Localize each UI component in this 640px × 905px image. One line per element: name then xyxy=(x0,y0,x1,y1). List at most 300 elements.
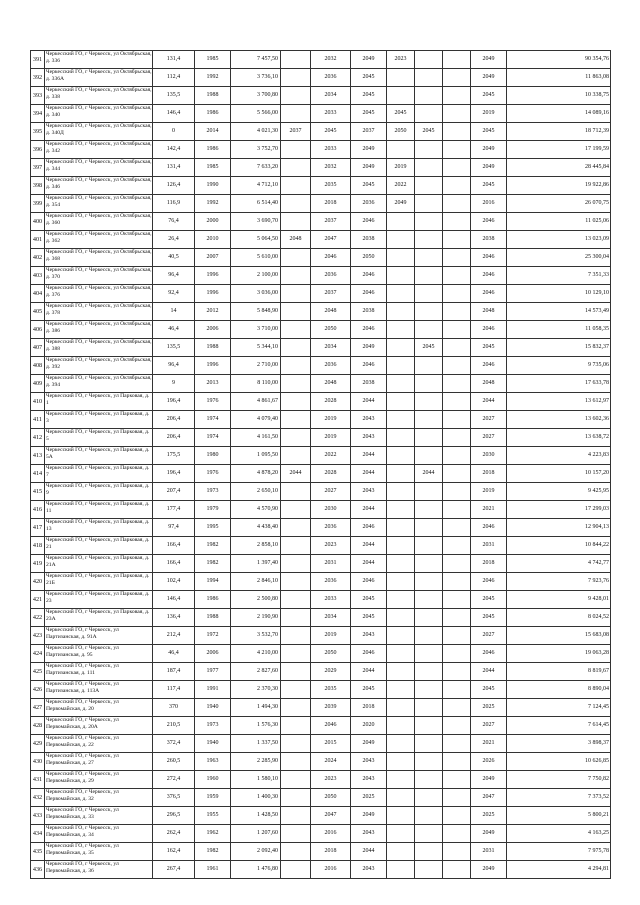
cell-y4: 2019 xyxy=(387,159,415,177)
table-row xyxy=(31,825,611,843)
cell-year: 1976 xyxy=(195,393,231,411)
cell-year: 1982 xyxy=(195,555,231,573)
cell-y5 xyxy=(415,663,443,681)
cell-area: 260,5 xyxy=(153,753,195,771)
cell-total: 10 157,20 xyxy=(507,465,611,483)
cell-n: 404 xyxy=(31,285,45,303)
cell-year: 2014 xyxy=(195,123,231,141)
cell-year: 1988 xyxy=(195,609,231,627)
cell-total: 19 922,86 xyxy=(507,177,611,195)
cell-addr: Черкесский ГО, г Черкесск, ул Первомайская, д. 34 xyxy=(45,825,153,843)
cell-sum: 1 207,60 xyxy=(231,825,281,843)
cell-area: 196,4 xyxy=(153,465,195,483)
cell-y4: 2023 xyxy=(387,51,415,69)
cell-area: 376,5 xyxy=(153,789,195,807)
cell-y2: 2022 xyxy=(311,447,351,465)
cell-y1 xyxy=(281,843,311,861)
cell-n: 432 xyxy=(31,789,45,807)
cell-n: 403 xyxy=(31,267,45,285)
cell-area: 112,4 xyxy=(153,69,195,87)
cell-y5 xyxy=(415,177,443,195)
cell-y7: 2026 xyxy=(471,753,507,771)
cell-year: 2010 xyxy=(195,231,231,249)
cell-y3: 2046 xyxy=(351,285,387,303)
cell-y3: 2018 xyxy=(351,699,387,717)
cell-y2: 2039 xyxy=(311,699,351,717)
table-row xyxy=(31,501,611,519)
cell-sum: 1 428,50 xyxy=(231,807,281,825)
cell-y2: 2028 xyxy=(311,393,351,411)
cell-y3: 2044 xyxy=(351,663,387,681)
cell-y4 xyxy=(387,573,415,591)
cell-y3: 2046 xyxy=(351,573,387,591)
cell-y3: 2044 xyxy=(351,537,387,555)
cell-n: 424 xyxy=(31,645,45,663)
cell-total: 11 058,35 xyxy=(507,321,611,339)
cell-y3: 2044 xyxy=(351,393,387,411)
cell-y4 xyxy=(387,213,415,231)
cell-area: 40,5 xyxy=(153,249,195,267)
cell-y4 xyxy=(387,681,415,699)
table-row xyxy=(31,321,611,339)
cell-y7: 2046 xyxy=(471,285,507,303)
cell-y4 xyxy=(387,717,415,735)
cell-sum: 2 100,00 xyxy=(231,267,281,285)
cell-addr: Черкесский ГО, г Черкесск, ул Партизанская, д. 91А xyxy=(45,627,153,645)
cell-y6 xyxy=(443,789,471,807)
cell-y4 xyxy=(387,789,415,807)
cell-y1 xyxy=(281,69,311,87)
cell-y2: 2050 xyxy=(311,645,351,663)
cell-y1 xyxy=(281,159,311,177)
cell-year: 1977 xyxy=(195,663,231,681)
cell-total: 11 025,06 xyxy=(507,213,611,231)
cell-y4 xyxy=(387,357,415,375)
cell-y5 xyxy=(415,609,443,627)
cell-sum: 3 690,70 xyxy=(231,213,281,231)
cell-total: 14 573,49 xyxy=(507,303,611,321)
cell-y2: 2036 xyxy=(311,267,351,285)
cell-n: 393 xyxy=(31,87,45,105)
cell-sum: 2 092,40 xyxy=(231,843,281,861)
cell-sum: 6 514,40 xyxy=(231,195,281,213)
cell-y5 xyxy=(415,483,443,501)
cell-year: 1959 xyxy=(195,789,231,807)
cell-total: 7 750,82 xyxy=(507,771,611,789)
cell-n: 396 xyxy=(31,141,45,159)
cell-total: 7 351,33 xyxy=(507,267,611,285)
cell-sum: 4 570,90 xyxy=(231,501,281,519)
cell-y4 xyxy=(387,807,415,825)
cell-y1 xyxy=(281,537,311,555)
cell-area: 196,4 xyxy=(153,393,195,411)
cell-year: 1994 xyxy=(195,573,231,591)
cell-y3: 2043 xyxy=(351,411,387,429)
table-row xyxy=(31,177,611,195)
cell-area: 206,4 xyxy=(153,411,195,429)
cell-y3: 2036 xyxy=(351,195,387,213)
cell-y1 xyxy=(281,825,311,843)
cell-y1 xyxy=(281,411,311,429)
cell-y5 xyxy=(415,807,443,825)
cell-y4 xyxy=(387,537,415,555)
cell-y7: 2027 xyxy=(471,429,507,447)
cell-y1 xyxy=(281,519,311,537)
cell-y4 xyxy=(387,393,415,411)
cell-sum: 7 457,50 xyxy=(231,51,281,69)
cell-y4 xyxy=(387,663,415,681)
cell-y7: 2049 xyxy=(471,771,507,789)
cell-y2: 2045 xyxy=(311,123,351,141)
cell-area: 175,5 xyxy=(153,447,195,465)
cell-year: 1988 xyxy=(195,339,231,357)
cell-y7: 2046 xyxy=(471,519,507,537)
cell-y6 xyxy=(443,249,471,267)
cell-y4 xyxy=(387,555,415,573)
cell-area: 96,4 xyxy=(153,357,195,375)
table-row xyxy=(31,789,611,807)
cell-y7: 2019 xyxy=(471,483,507,501)
cell-y1 xyxy=(281,177,311,195)
cell-n: 426 xyxy=(31,681,45,699)
cell-addr: Черкесский ГО, г Черкесск, ул Октябрьская, д. 386 xyxy=(45,321,153,339)
cell-y1 xyxy=(281,681,311,699)
cell-total: 13 638,72 xyxy=(507,429,611,447)
cell-y6 xyxy=(443,375,471,393)
cell-area: 210,5 xyxy=(153,717,195,735)
cell-y7: 2021 xyxy=(471,735,507,753)
cell-year: 2007 xyxy=(195,249,231,267)
cell-area: 102,4 xyxy=(153,573,195,591)
table-row xyxy=(31,195,611,213)
cell-y4 xyxy=(387,267,415,285)
cell-sum: 3 752,70 xyxy=(231,141,281,159)
cell-n: 395 xyxy=(31,123,45,141)
cell-y4 xyxy=(387,825,415,843)
cell-n: 427 xyxy=(31,699,45,717)
cell-y3: 2045 xyxy=(351,105,387,123)
cell-sum: 7 633,20 xyxy=(231,159,281,177)
cell-area: 97,4 xyxy=(153,519,195,537)
cell-y1 xyxy=(281,717,311,735)
cell-y7: 2046 xyxy=(471,249,507,267)
cell-total: 7 975,78 xyxy=(507,843,611,861)
cell-n: 422 xyxy=(31,609,45,627)
cell-addr: Черкесский ГО, г Черкесск, ул Первомайская, д. 29 xyxy=(45,771,153,789)
cell-addr: Черкесский ГО, г Черкесск, ул Октябрьская, д. 378 xyxy=(45,303,153,321)
table-row xyxy=(31,483,611,501)
cell-year: 1990 xyxy=(195,177,231,195)
cell-total: 11 863,08 xyxy=(507,69,611,87)
cell-area: 296,5 xyxy=(153,807,195,825)
table-row xyxy=(31,447,611,465)
cell-y3: 2049 xyxy=(351,735,387,753)
cell-y5 xyxy=(415,249,443,267)
cell-total: 13 602,36 xyxy=(507,411,611,429)
cell-y6 xyxy=(443,285,471,303)
cell-n: 419 xyxy=(31,555,45,573)
cell-y2: 2036 xyxy=(311,519,351,537)
cell-y2: 2048 xyxy=(311,303,351,321)
cell-sum: 2 285,90 xyxy=(231,753,281,771)
cell-y3: 2043 xyxy=(351,861,387,879)
cell-addr: Черкесский ГО, г Черкесск, ул Октябрьская, д. 376 xyxy=(45,285,153,303)
cell-y1 xyxy=(281,591,311,609)
cell-addr: Черкесский ГО, г Черкесск, ул Парковая, д. 13 xyxy=(45,519,153,537)
cell-area: 46,4 xyxy=(153,321,195,339)
cell-year: 1961 xyxy=(195,861,231,879)
cell-area: 166,4 xyxy=(153,537,195,555)
cell-y6 xyxy=(443,843,471,861)
cell-total: 3 898,37 xyxy=(507,735,611,753)
cell-y4 xyxy=(387,609,415,627)
cell-y6 xyxy=(443,609,471,627)
cell-y1 xyxy=(281,645,311,663)
cell-y3: 2046 xyxy=(351,267,387,285)
cell-year: 1992 xyxy=(195,195,231,213)
cell-area: 146,4 xyxy=(153,105,195,123)
cell-n: 402 xyxy=(31,249,45,267)
cell-y7: 2045 xyxy=(471,681,507,699)
cell-y6 xyxy=(443,825,471,843)
cell-y3: 2046 xyxy=(351,357,387,375)
cell-addr: Черкесский ГО, г Черкесск, ул Парковая, д. 9 xyxy=(45,483,153,501)
table-row xyxy=(31,375,611,393)
cell-n: 433 xyxy=(31,807,45,825)
cell-y6 xyxy=(443,663,471,681)
cell-y2: 2047 xyxy=(311,231,351,249)
cell-y7: 2048 xyxy=(471,303,507,321)
cell-sum: 2 846,10 xyxy=(231,573,281,591)
cell-y3: 2043 xyxy=(351,771,387,789)
cell-year: 2000 xyxy=(195,213,231,231)
cell-y5 xyxy=(415,861,443,879)
cell-area: 187,4 xyxy=(153,663,195,681)
cell-y5 xyxy=(415,501,443,519)
cell-total: 13 612,97 xyxy=(507,393,611,411)
housing-register-table xyxy=(30,50,611,879)
cell-addr: Черкесский ГО, г Черкесск, ул Октябрьская, д. 354 xyxy=(45,195,153,213)
cell-n: 405 xyxy=(31,303,45,321)
cell-y7: 2045 xyxy=(471,609,507,627)
cell-y4 xyxy=(387,411,415,429)
cell-y6 xyxy=(443,87,471,105)
cell-addr: Черкесский ГО, г Черкесск, ул Октябрьская, д. 344 xyxy=(45,159,153,177)
cell-y6 xyxy=(443,465,471,483)
cell-y5 xyxy=(415,555,443,573)
cell-y2: 2035 xyxy=(311,681,351,699)
cell-y4 xyxy=(387,591,415,609)
cell-y1 xyxy=(281,447,311,465)
cell-y4 xyxy=(387,645,415,663)
cell-total: 9 428,01 xyxy=(507,591,611,609)
table-body xyxy=(31,51,611,879)
table-row xyxy=(31,141,611,159)
cell-year: 1940 xyxy=(195,699,231,717)
cell-area: 370 xyxy=(153,699,195,717)
table-row xyxy=(31,249,611,267)
cell-y3: 2043 xyxy=(351,483,387,501)
cell-y1 xyxy=(281,321,311,339)
cell-sum: 2 190,90 xyxy=(231,609,281,627)
cell-y7: 2049 xyxy=(471,861,507,879)
cell-addr: Черкесский ГО, г Черкесск, ул Первомайская, д. 20 xyxy=(45,699,153,717)
cell-y4 xyxy=(387,69,415,87)
cell-sum: 1 576,30 xyxy=(231,717,281,735)
cell-total: 7 373,52 xyxy=(507,789,611,807)
cell-y3: 2050 xyxy=(351,249,387,267)
cell-addr: Черкесский ГО, г Черкесск, ул Первомайская, д. 33 xyxy=(45,807,153,825)
cell-y1 xyxy=(281,141,311,159)
cell-addr: Черкесский ГО, г Черкесск, ул Первомайская, д. 20А xyxy=(45,717,153,735)
cell-n: 413 xyxy=(31,447,45,465)
cell-y1 xyxy=(281,429,311,447)
cell-sum: 3 736,10 xyxy=(231,69,281,87)
cell-y5 xyxy=(415,411,443,429)
cell-y4: 2050 xyxy=(387,123,415,141)
cell-n: 412 xyxy=(31,429,45,447)
cell-y2: 2016 xyxy=(311,861,351,879)
cell-year: 2012 xyxy=(195,303,231,321)
cell-total: 10 626,85 xyxy=(507,753,611,771)
cell-y3: 2044 xyxy=(351,501,387,519)
cell-y3: 2044 xyxy=(351,465,387,483)
cell-y1 xyxy=(281,87,311,105)
cell-addr: Черкесский ГО, г Черкесск, ул Октябрьская, д. 368 xyxy=(45,249,153,267)
cell-y7: 2031 xyxy=(471,537,507,555)
cell-area: 212,4 xyxy=(153,627,195,645)
table-row xyxy=(31,771,611,789)
cell-sum: 2 710,00 xyxy=(231,357,281,375)
cell-y3: 2045 xyxy=(351,87,387,105)
cell-y4 xyxy=(387,465,415,483)
cell-y2: 2034 xyxy=(311,87,351,105)
cell-year: 1991 xyxy=(195,681,231,699)
cell-sum: 4 021,30 xyxy=(231,123,281,141)
table-row xyxy=(31,357,611,375)
cell-y6 xyxy=(443,645,471,663)
cell-y2: 2033 xyxy=(311,591,351,609)
cell-y5 xyxy=(415,87,443,105)
cell-y3: 2037 xyxy=(351,123,387,141)
cell-y2: 2018 xyxy=(311,843,351,861)
cell-area: 162,4 xyxy=(153,843,195,861)
cell-y7: 2044 xyxy=(471,663,507,681)
cell-y2: 2046 xyxy=(311,717,351,735)
cell-y4 xyxy=(387,483,415,501)
cell-y6 xyxy=(443,123,471,141)
cell-y6 xyxy=(443,699,471,717)
cell-addr: Черкесский ГО, г Черкесск, ул Октябрьская, д. 362 xyxy=(45,231,153,249)
cell-addr: Черкесский ГО, г Черкесск, ул Октябрьская, д. 388 xyxy=(45,339,153,357)
cell-y2: 2024 xyxy=(311,753,351,771)
cell-y5 xyxy=(415,789,443,807)
cell-y1 xyxy=(281,753,311,771)
cell-total: 13 023,09 xyxy=(507,231,611,249)
cell-area: 126,4 xyxy=(153,177,195,195)
cell-total: 19 063,28 xyxy=(507,645,611,663)
cell-total: 17 199,59 xyxy=(507,141,611,159)
cell-area: 177,4 xyxy=(153,501,195,519)
cell-year: 2006 xyxy=(195,645,231,663)
cell-addr: Черкесский ГО, г Черкесск, ул Парковая, д. 1 xyxy=(45,393,153,411)
table-row xyxy=(31,573,611,591)
table-row xyxy=(31,861,611,879)
cell-y6 xyxy=(443,807,471,825)
cell-y6 xyxy=(443,69,471,87)
cell-y4 xyxy=(387,429,415,447)
cell-y5 xyxy=(415,429,443,447)
cell-sum: 1 095,50 xyxy=(231,447,281,465)
cell-total: 7 923,76 xyxy=(507,573,611,591)
cell-sum: 3 710,00 xyxy=(231,321,281,339)
cell-y5 xyxy=(415,591,443,609)
cell-total: 7 124,45 xyxy=(507,699,611,717)
cell-sum: 3 036,00 xyxy=(231,285,281,303)
cell-y6 xyxy=(443,717,471,735)
table-row xyxy=(31,537,611,555)
cell-area: 0 xyxy=(153,123,195,141)
cell-addr: Черкесский ГО, г Черкесск, ул Октябрьская, д. 336А xyxy=(45,69,153,87)
cell-y6 xyxy=(443,411,471,429)
cell-y6 xyxy=(443,771,471,789)
cell-addr: Черкесский ГО, г Черкесск, ул Октябрьская, д. 394 xyxy=(45,375,153,393)
cell-y6 xyxy=(443,105,471,123)
cell-y2: 2037 xyxy=(311,285,351,303)
cell-year: 2006 xyxy=(195,321,231,339)
cell-sum: 5 064,50 xyxy=(231,231,281,249)
cell-n: 434 xyxy=(31,825,45,843)
cell-year: 1982 xyxy=(195,843,231,861)
cell-total: 10 129,10 xyxy=(507,285,611,303)
cell-addr: Черкесский ГО, г Черкесск, ул Парковая, д. 7 xyxy=(45,465,153,483)
cell-y7: 2047 xyxy=(471,789,507,807)
table-row xyxy=(31,123,611,141)
cell-total: 12 904,13 xyxy=(507,519,611,537)
cell-n: 408 xyxy=(31,357,45,375)
table-row xyxy=(31,393,611,411)
cell-y4 xyxy=(387,303,415,321)
cell-n: 421 xyxy=(31,591,45,609)
cell-addr: Черкесский ГО, г Черкесск, ул Октябрьская, д. 346 xyxy=(45,177,153,195)
cell-n: 410 xyxy=(31,393,45,411)
cell-y5 xyxy=(415,825,443,843)
cell-y5 xyxy=(415,141,443,159)
cell-total: 4 163,25 xyxy=(507,825,611,843)
cell-y6 xyxy=(443,753,471,771)
cell-y6 xyxy=(443,519,471,537)
cell-area: 206,4 xyxy=(153,429,195,447)
cell-y2: 2032 xyxy=(311,159,351,177)
cell-y4: 2045 xyxy=(387,105,415,123)
cell-y1 xyxy=(281,573,311,591)
cell-total: 9 735,06 xyxy=(507,357,611,375)
cell-total: 10 844,22 xyxy=(507,537,611,555)
cell-y1 xyxy=(281,789,311,807)
cell-total: 26 070,75 xyxy=(507,195,611,213)
cell-y1 xyxy=(281,339,311,357)
cell-y3: 2020 xyxy=(351,717,387,735)
table-row xyxy=(31,663,611,681)
cell-y4 xyxy=(387,447,415,465)
cell-total: 8 890,04 xyxy=(507,681,611,699)
cell-total: 4 294,81 xyxy=(507,861,611,879)
cell-y2: 2015 xyxy=(311,735,351,753)
table-row xyxy=(31,609,611,627)
cell-y4: 2049 xyxy=(387,195,415,213)
cell-n: 420 xyxy=(31,573,45,591)
cell-y2: 2033 xyxy=(311,141,351,159)
